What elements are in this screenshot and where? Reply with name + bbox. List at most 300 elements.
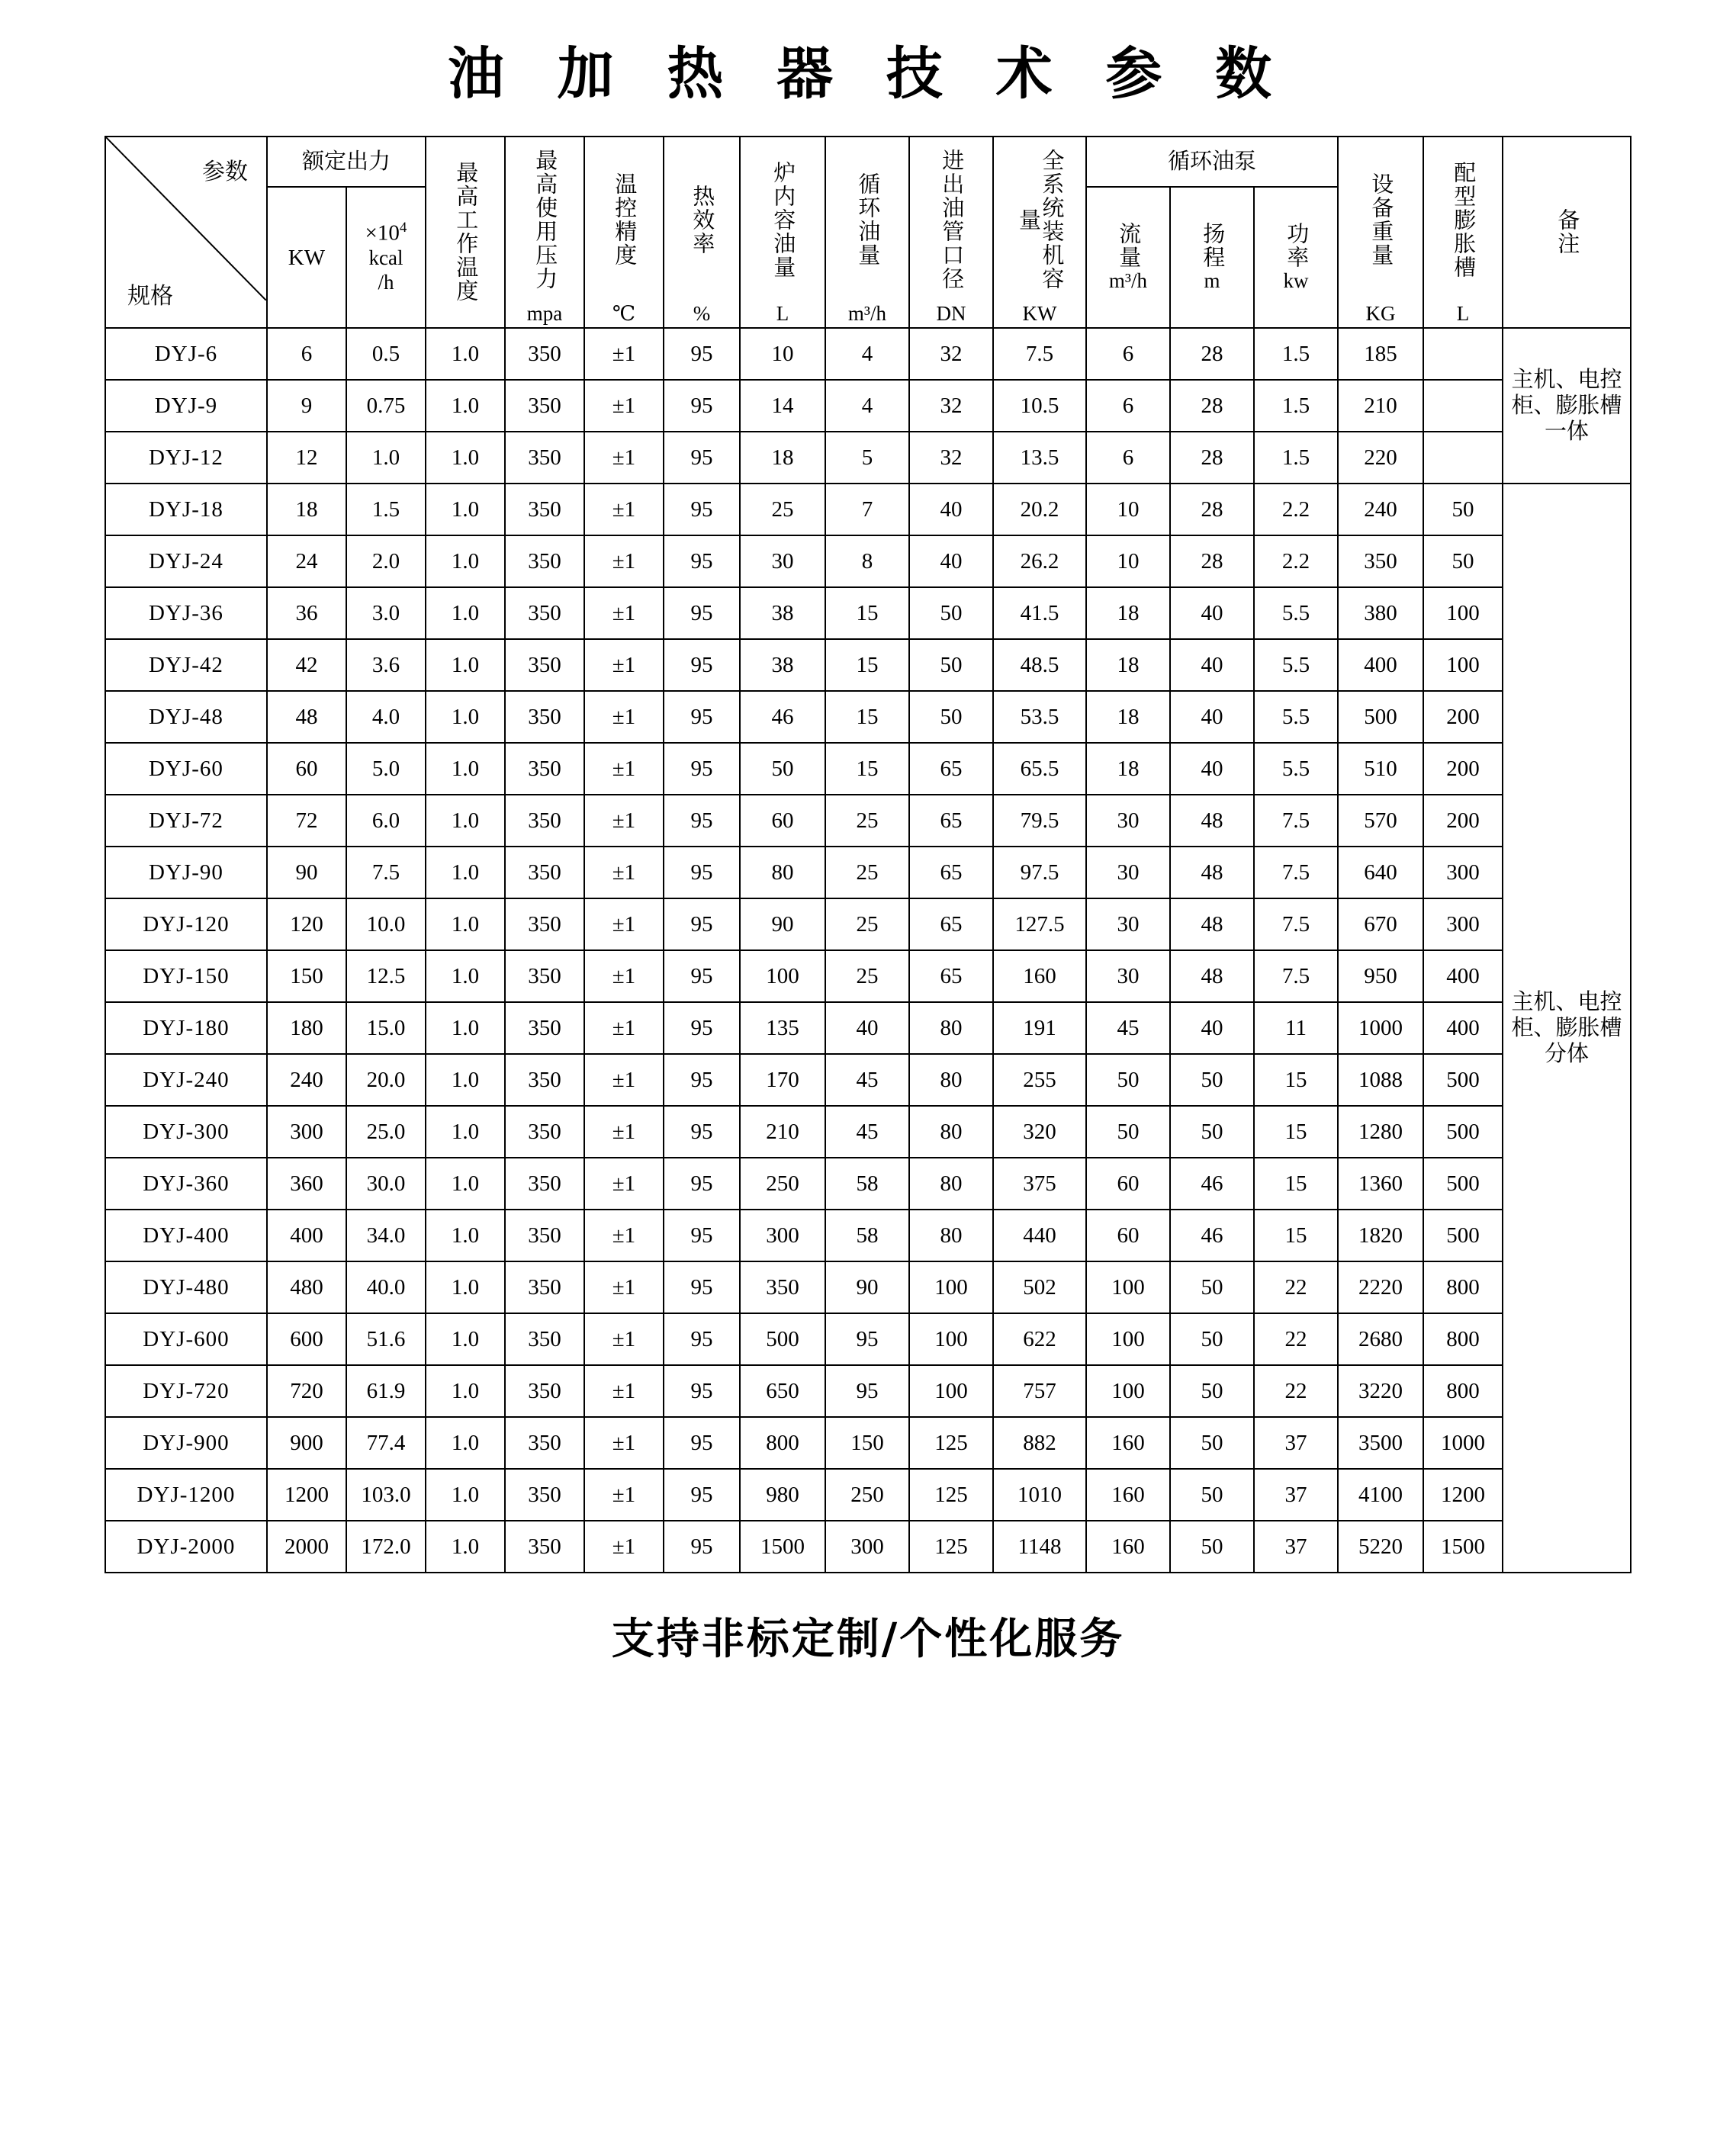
cell-value: 6.0 — [346, 795, 426, 847]
cell-value: 622 — [993, 1313, 1086, 1365]
cell-value: 1010 — [993, 1469, 1086, 1521]
table-body — [105, 328, 1631, 1573]
cell-value: 50 — [1170, 1521, 1254, 1573]
cell-value: 350 — [505, 484, 584, 535]
cell-value: 4 — [825, 328, 909, 380]
cell-value: 50 — [1086, 1054, 1170, 1106]
cell-value: 400 — [1423, 950, 1503, 1002]
table-row — [105, 484, 1631, 535]
cell-value: 48 — [1170, 795, 1254, 847]
cell-value: 80 — [909, 1002, 993, 1054]
cell-value: 60 — [1086, 1158, 1170, 1210]
cell-value: 400 — [1338, 639, 1423, 691]
cell-value: ±1 — [584, 1106, 664, 1158]
cell-value: 95 — [664, 795, 740, 847]
cell-value: 9 — [267, 380, 346, 432]
cell-value: 5.5 — [1254, 743, 1338, 795]
cell-value: 15 — [825, 587, 909, 639]
cell-value: 80 — [909, 1054, 993, 1106]
cell-value: 8 — [825, 535, 909, 587]
cell-value: ±1 — [584, 950, 664, 1002]
cell-value: 170 — [740, 1054, 825, 1106]
cell-value: 1.5 — [1254, 380, 1338, 432]
cell-value: 7.5 — [346, 847, 426, 898]
cell-value: 350 — [505, 432, 584, 484]
cell-value: 45 — [825, 1106, 909, 1158]
cell-value: 1.0 — [426, 950, 505, 1002]
header-kcal-mult: ×10 — [365, 220, 400, 246]
cell-value: 100 — [1086, 1365, 1170, 1417]
cell-value: ±1 — [584, 691, 664, 743]
cell-value: 600 — [267, 1313, 346, 1365]
cell-value: 500 — [1338, 691, 1423, 743]
cell-value: 103.0 — [346, 1469, 426, 1521]
cell-value: 1.0 — [426, 484, 505, 535]
cell-value: 24 — [267, 535, 346, 587]
cell-value: 1088 — [1338, 1054, 1423, 1106]
cell-value: 1.0 — [426, 691, 505, 743]
header-model-label: 规格 — [127, 284, 173, 310]
cell-value: 40.0 — [346, 1261, 426, 1313]
cell-value: 22 — [1254, 1365, 1338, 1417]
cell-value: 95 — [664, 1261, 740, 1313]
cell-value: 22 — [1254, 1261, 1338, 1313]
cell-value: 1.0 — [426, 1417, 505, 1469]
cell-value: ±1 — [584, 328, 664, 380]
cell-value: 18 — [267, 484, 346, 535]
cell-value: 50 — [1170, 1313, 1254, 1365]
cell-value: 1.0 — [426, 380, 505, 432]
cell-value: 18 — [1086, 691, 1170, 743]
cell-value: 200 — [1423, 743, 1503, 795]
cell-value: 18 — [1086, 743, 1170, 795]
cell-value: 1280 — [1338, 1106, 1423, 1158]
cell-value: 5 — [825, 432, 909, 484]
cell-value: 350 — [505, 1417, 584, 1469]
table-row — [105, 535, 1631, 587]
cell-value: 1000 — [1423, 1417, 1503, 1469]
cell-value: 65 — [909, 743, 993, 795]
cell-model: DYJ-240 — [105, 1054, 267, 1106]
cell-value: 300 — [1423, 898, 1503, 950]
header-max-pressure: 最高使用压力 mpa — [505, 137, 584, 328]
cell-value: 38 — [740, 639, 825, 691]
header-corner-diagonal — [105, 137, 267, 328]
cell-value: 125 — [909, 1417, 993, 1469]
cell-value: 15 — [1254, 1106, 1338, 1158]
cell-value: 28 — [1170, 380, 1254, 432]
cell-value: 95 — [664, 1158, 740, 1210]
cell-value: 95 — [664, 898, 740, 950]
cell-value: ±1 — [584, 847, 664, 898]
cell-value: 50 — [1423, 535, 1503, 587]
cell-value: 250 — [825, 1469, 909, 1521]
cell-value: 65 — [909, 898, 993, 950]
cell-value: 1200 — [1423, 1469, 1503, 1521]
cell-value: 25 — [740, 484, 825, 535]
cell-value: 350 — [505, 1261, 584, 1313]
header-temp-accuracy-unit: ℃ — [612, 301, 636, 325]
cell-value: 10 — [1086, 484, 1170, 535]
cell-value: 500 — [1423, 1054, 1503, 1106]
cell-value: 2220 — [1338, 1261, 1423, 1313]
cell-value: 80 — [909, 1210, 993, 1261]
cell-value: 7.5 — [1254, 898, 1338, 950]
cell-value: 58 — [825, 1158, 909, 1210]
cell-value: 500 — [1423, 1158, 1503, 1210]
cell-value: 95 — [664, 1365, 740, 1417]
cell-value: 72 — [267, 795, 346, 847]
cell-model: DYJ-180 — [105, 1002, 267, 1054]
cell-value: 350 — [505, 1313, 584, 1365]
table-row — [105, 1521, 1631, 1573]
cell-value: 45 — [825, 1054, 909, 1106]
header-circulation-oil: 循环油量 m³/h — [825, 137, 909, 328]
header-pump-head-unit: m — [1204, 268, 1220, 292]
header-parameter-label: 参数 — [201, 159, 248, 185]
cell-value: 36 — [267, 587, 346, 639]
cell-value: 95 — [664, 1054, 740, 1106]
cell-value: 18 — [1086, 639, 1170, 691]
header-furnace-oil-volume-unit: L — [776, 301, 789, 325]
cell-value: 757 — [993, 1365, 1086, 1417]
cell-value: 37 — [1254, 1521, 1338, 1573]
cell-value: 80 — [909, 1158, 993, 1210]
cell-value: ±1 — [584, 1365, 664, 1417]
header-furnace-oil-volume: 炉内容油量 L — [740, 137, 825, 328]
cell-value: 15 — [825, 639, 909, 691]
cell-value: 15 — [1254, 1210, 1338, 1261]
cell-value: 400 — [1423, 1002, 1503, 1054]
cell-value: 32 — [909, 328, 993, 380]
cell-value: 95 — [664, 380, 740, 432]
cell-value: 5.5 — [1254, 691, 1338, 743]
cell-value: 32 — [909, 380, 993, 432]
cell-value: 95 — [825, 1313, 909, 1365]
cell-value: 10.5 — [993, 380, 1086, 432]
cell-value: 48 — [1170, 898, 1254, 950]
cell-value — [1423, 432, 1503, 484]
cell-value: 50 — [1170, 1365, 1254, 1417]
cell-model: DYJ-36 — [105, 587, 267, 639]
table-row — [105, 1261, 1631, 1313]
header-kcal-exponent: 4 — [399, 220, 407, 236]
cell-value: 65.5 — [993, 743, 1086, 795]
header-device-weight: 设备重量 KG — [1338, 137, 1423, 328]
cell-value: 40 — [909, 484, 993, 535]
cell-value: ±1 — [584, 795, 664, 847]
table-row — [105, 847, 1631, 898]
table-row — [105, 1417, 1631, 1469]
cell-value: 80 — [740, 847, 825, 898]
cell-value — [1423, 380, 1503, 432]
cell-value: 1.0 — [426, 1106, 505, 1158]
cell-value: 500 — [740, 1313, 825, 1365]
cell-value: 37 — [1254, 1469, 1338, 1521]
cell-value: 350 — [505, 847, 584, 898]
cell-value: 32 — [909, 432, 993, 484]
spec-table — [104, 136, 1632, 1573]
cell-value: 125 — [909, 1521, 993, 1573]
cell-value: 1500 — [740, 1521, 825, 1573]
header-remark: 备注 — [1503, 137, 1631, 328]
cell-model: DYJ-1200 — [105, 1469, 267, 1521]
cell-value: 1000 — [1338, 1002, 1423, 1054]
cell-value: 640 — [1338, 847, 1423, 898]
cell-value: 58 — [825, 1210, 909, 1261]
cell-value: 1820 — [1338, 1210, 1423, 1261]
cell-value: 350 — [505, 380, 584, 432]
table-row — [105, 1158, 1631, 1210]
cell-value: 160 — [1086, 1469, 1170, 1521]
cell-value: 30 — [1086, 795, 1170, 847]
cell-value: 95 — [825, 1365, 909, 1417]
cell-value: 50 — [1086, 1106, 1170, 1158]
cell-value: 97.5 — [993, 847, 1086, 898]
cell-value: 2000 — [267, 1521, 346, 1573]
cell-value: 20.0 — [346, 1054, 426, 1106]
cell-value: 172.0 — [346, 1521, 426, 1573]
header-circulation-pump-group: 循环油泵 — [1086, 137, 1338, 187]
cell-value: 1.0 — [426, 639, 505, 691]
cell-value: 4.0 — [346, 691, 426, 743]
cell-value: 3.6 — [346, 639, 426, 691]
cell-value: ±1 — [584, 743, 664, 795]
cell-value: 255 — [993, 1054, 1086, 1106]
cell-value: 300 — [740, 1210, 825, 1261]
cell-value: 800 — [1423, 1365, 1503, 1417]
cell-value: 41.5 — [993, 587, 1086, 639]
cell-value: 350 — [1338, 535, 1423, 587]
cell-value: 375 — [993, 1158, 1086, 1210]
cell-value: 50 — [1170, 1261, 1254, 1313]
cell-value: 48 — [267, 691, 346, 743]
cell-value: 7.5 — [1254, 847, 1338, 898]
header-pipe-diameter-unit: DN — [936, 301, 966, 325]
cell-value: 380 — [1338, 587, 1423, 639]
cell-value: 1.0 — [426, 535, 505, 587]
cell-value: 6 — [1086, 328, 1170, 380]
cell-value: 350 — [505, 535, 584, 587]
table-row — [105, 1469, 1631, 1521]
cell-value: 180 — [267, 1002, 346, 1054]
cell-value: 25 — [825, 898, 909, 950]
header-pump-power: 功率 kw — [1254, 187, 1338, 327]
cell-value: 14 — [740, 380, 825, 432]
table-row — [105, 1210, 1631, 1261]
cell-value: 320 — [993, 1106, 1086, 1158]
cell-value: ±1 — [584, 1002, 664, 1054]
cell-value: 300 — [267, 1106, 346, 1158]
cell-value: 800 — [1423, 1261, 1503, 1313]
cell-value: 7.5 — [1254, 950, 1338, 1002]
cell-model: DYJ-24 — [105, 535, 267, 587]
cell-value: 135 — [740, 1002, 825, 1054]
cell-value: 350 — [505, 1521, 584, 1573]
cell-value: 30 — [1086, 847, 1170, 898]
cell-value: 1.0 — [346, 432, 426, 484]
cell-value: 1.0 — [426, 1469, 505, 1521]
cell-value: 2680 — [1338, 1313, 1423, 1365]
table-row — [105, 691, 1631, 743]
header-kw: KW — [267, 187, 346, 327]
cell-model: DYJ-720 — [105, 1365, 267, 1417]
cell-model: DYJ-9 — [105, 380, 267, 432]
cell-value: 50 — [740, 743, 825, 795]
cell-value: 95 — [664, 950, 740, 1002]
header-pump-head: 扬程 m — [1170, 187, 1254, 327]
cell-value: 360 — [267, 1158, 346, 1210]
cell-value: 48.5 — [993, 639, 1086, 691]
cell-value: 65 — [909, 795, 993, 847]
cell-value: 500 — [1423, 1210, 1503, 1261]
cell-value: 95 — [664, 432, 740, 484]
cell-value: 25 — [825, 847, 909, 898]
cell-value: 1.0 — [426, 847, 505, 898]
cell-value: 350 — [505, 328, 584, 380]
cell-value: 26.2 — [993, 535, 1086, 587]
cell-value: 350 — [505, 639, 584, 691]
cell-value: 350 — [505, 1210, 584, 1261]
cell-value: 95 — [664, 1106, 740, 1158]
cell-value: 90 — [267, 847, 346, 898]
header-kcal-unit1: kcal — [368, 246, 403, 270]
cell-value: 42 — [267, 639, 346, 691]
cell-model: DYJ-60 — [105, 743, 267, 795]
cell-value: 15.0 — [346, 1002, 426, 1054]
cell-value: 5.0 — [346, 743, 426, 795]
header-temp-accuracy: 温控精度 ℃ — [584, 137, 664, 328]
table-row — [105, 639, 1631, 691]
cell-value: 6 — [1086, 432, 1170, 484]
cell-value: 100 — [1086, 1313, 1170, 1365]
cell-value: 185 — [1338, 328, 1423, 380]
cell-value: 250 — [740, 1158, 825, 1210]
cell-value: 950 — [1338, 950, 1423, 1002]
cell-value: 240 — [267, 1054, 346, 1106]
cell-value: 60 — [1086, 1210, 1170, 1261]
cell-value: 1.5 — [1254, 328, 1338, 380]
cell-value: 350 — [505, 1002, 584, 1054]
cell-value: 210 — [740, 1106, 825, 1158]
cell-value: 50 — [909, 691, 993, 743]
cell-value: ±1 — [584, 1417, 664, 1469]
cell-value: 5220 — [1338, 1521, 1423, 1573]
cell-value: 3.0 — [346, 587, 426, 639]
cell-value: 95 — [664, 1210, 740, 1261]
cell-value: 15 — [1254, 1054, 1338, 1106]
cell-value: 45 — [1086, 1002, 1170, 1054]
cell-value: 51.6 — [346, 1313, 426, 1365]
cell-value: 10 — [1086, 535, 1170, 587]
cell-value: 50 — [909, 587, 993, 639]
cell-value: 46 — [1170, 1210, 1254, 1261]
header-pump-flow: 流量 m³/h — [1086, 187, 1170, 327]
cell-note-group1: 主机、电控柜、膨胀槽一体 — [1503, 328, 1631, 484]
table-header — [105, 137, 1631, 328]
cell-value: 30 — [740, 535, 825, 587]
cell-value: 350 — [505, 898, 584, 950]
cell-value: 95 — [664, 639, 740, 691]
cell-value: 20.2 — [993, 484, 1086, 535]
cell-value: ±1 — [584, 1261, 664, 1313]
table-row — [105, 380, 1631, 432]
table-row — [105, 1313, 1631, 1365]
header-expansion-tank-unit: L — [1456, 301, 1470, 325]
cell-model: DYJ-12 — [105, 432, 267, 484]
cell-value: ±1 — [584, 380, 664, 432]
table-row — [105, 743, 1631, 795]
cell-value: 800 — [740, 1417, 825, 1469]
header-pipe-diameter: 进出油管口径 DN — [909, 137, 993, 328]
header-pump-flow-unit: m³/h — [1108, 268, 1148, 292]
cell-model: DYJ-18 — [105, 484, 267, 535]
table-row — [105, 950, 1631, 1002]
cell-value: 1.0 — [426, 1261, 505, 1313]
cell-value: 5.5 — [1254, 587, 1338, 639]
cell-value: 95 — [664, 1521, 740, 1573]
cell-value: 95 — [664, 743, 740, 795]
cell-value: 1.0 — [426, 1521, 505, 1573]
cell-value: 100 — [909, 1313, 993, 1365]
table-row — [105, 587, 1631, 639]
cell-value: 650 — [740, 1365, 825, 1417]
cell-value: 95 — [664, 847, 740, 898]
cell-value: 65 — [909, 847, 993, 898]
cell-value: 34.0 — [346, 1210, 426, 1261]
cell-value: ±1 — [584, 1469, 664, 1521]
cell-value: 50 — [1170, 1054, 1254, 1106]
cell-model: DYJ-6 — [105, 328, 267, 380]
cell-value: 1.0 — [426, 898, 505, 950]
cell-value: 95 — [664, 1002, 740, 1054]
table-row — [105, 328, 1631, 380]
cell-value: 1.0 — [426, 587, 505, 639]
cell-model: DYJ-900 — [105, 1417, 267, 1469]
cell-value: ±1 — [584, 587, 664, 639]
cell-value: 48 — [1170, 950, 1254, 1002]
cell-model: DYJ-42 — [105, 639, 267, 691]
cell-value: 120 — [267, 898, 346, 950]
cell-value: 500 — [1423, 1106, 1503, 1158]
cell-value: 40 — [1170, 743, 1254, 795]
cell-value: 30 — [1086, 950, 1170, 1002]
cell-value: ±1 — [584, 432, 664, 484]
cell-value: 1.0 — [426, 1054, 505, 1106]
cell-value: 1.0 — [426, 1365, 505, 1417]
cell-value: 30 — [1086, 898, 1170, 950]
cell-value: 125 — [909, 1469, 993, 1521]
cell-value: 13.5 — [993, 432, 1086, 484]
cell-value: ±1 — [584, 1313, 664, 1365]
header-thermal-efficiency-unit: % — [693, 301, 711, 325]
cell-value: 1.0 — [426, 1158, 505, 1210]
cell-value: 150 — [825, 1417, 909, 1469]
header-total-installed-capacity-unit: KW — [1022, 301, 1057, 325]
cell-value: 95 — [664, 1313, 740, 1365]
cell-value: 80 — [909, 1106, 993, 1158]
cell-value: 25 — [825, 950, 909, 1002]
cell-value: 350 — [505, 1054, 584, 1106]
cell-value: 1.0 — [426, 1002, 505, 1054]
cell-value: 160 — [1086, 1417, 1170, 1469]
cell-value: 11 — [1254, 1002, 1338, 1054]
table-row — [105, 1002, 1631, 1054]
cell-value: 1.5 — [1254, 432, 1338, 484]
cell-value: 800 — [1423, 1313, 1503, 1365]
cell-value: 350 — [505, 950, 584, 1002]
cell-value: 350 — [505, 1365, 584, 1417]
